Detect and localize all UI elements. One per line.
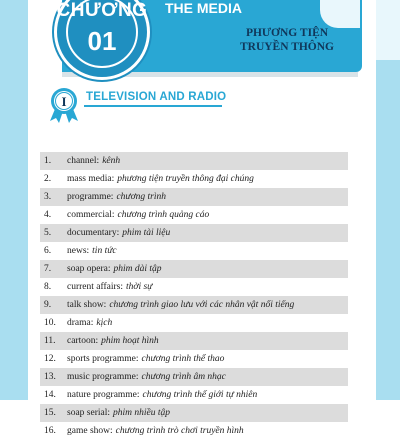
item-term: news:	[67, 246, 90, 256]
vocabulary-list	[40, 152, 348, 440]
item-translation: chương trình	[116, 192, 167, 202]
list-item	[40, 422, 348, 440]
list-item	[40, 404, 348, 422]
item-translation: kênh	[102, 156, 121, 166]
list-item	[40, 350, 348, 368]
item-term: nature programme:	[67, 390, 140, 400]
item-term: commercial:	[67, 210, 115, 220]
item-number: 7.	[44, 264, 52, 274]
item-translation: chương trình thể thao	[141, 354, 225, 364]
item-number: 1.	[44, 156, 52, 166]
item-term: sports programme:	[67, 354, 139, 364]
item-translation: chương trình quảng cáo	[117, 210, 210, 220]
item-number: 13.	[44, 372, 56, 382]
item-number: 9.	[44, 300, 52, 310]
rosette-ribbon-icon	[46, 87, 82, 123]
chapter-number: 01	[87, 26, 117, 56]
item-translation: phim hoạt hình	[101, 336, 159, 346]
item-translation: chương trình giao lưu với các nhân vật nổi tiếng	[109, 300, 295, 310]
list-item	[40, 332, 348, 350]
section-title: TELEVISION AND RADIO	[86, 91, 227, 103]
item-number: 5.	[44, 228, 52, 238]
right-decor-strip	[376, 0, 400, 400]
item-term: mass media:	[67, 174, 115, 184]
item-term: channel:	[67, 156, 100, 166]
vn-title-line-2: TRUYỀN THÔNG	[239, 41, 335, 53]
vn-title-line-1: PHƯƠNG TIỆN	[245, 27, 329, 39]
section-underline	[84, 105, 222, 107]
section-numeral: I	[61, 94, 67, 109]
item-translation: phim nhiều tập	[113, 408, 171, 418]
list-item	[40, 170, 348, 188]
item-translation: thời sự	[126, 282, 153, 292]
chapter-title: THE MEDIA	[165, 0, 242, 16]
item-number: 4.	[44, 210, 52, 220]
item-number: 16.	[44, 426, 56, 436]
item-number: 8.	[44, 282, 52, 292]
item-number: 10.	[44, 318, 56, 328]
header-corner-curl	[320, 0, 360, 28]
item-number: 3.	[44, 192, 52, 202]
item-number: 11.	[44, 336, 56, 346]
item-term: game show:	[67, 426, 113, 436]
item-translation: chương trình âm nhạc	[141, 372, 226, 382]
list-item	[40, 242, 348, 260]
item-translation: chương trình trò chơi truyền hình	[115, 426, 244, 436]
list-item	[40, 368, 348, 386]
item-term: talk show:	[67, 300, 107, 310]
list-item	[40, 314, 348, 332]
item-term: soap opera:	[67, 264, 111, 274]
item-number: 6.	[44, 246, 52, 256]
item-term: documentary:	[67, 228, 120, 238]
item-number: 14.	[44, 390, 56, 400]
item-number: 2.	[44, 174, 52, 184]
left-decor-strip	[0, 0, 28, 400]
item-translation: kịch	[96, 318, 113, 328]
list-item	[40, 260, 348, 278]
page-fold	[376, 0, 400, 60]
list-item	[40, 188, 348, 206]
item-translation: phương tiện truyền thông đại chúng	[117, 174, 254, 184]
item-term: soap serial:	[67, 408, 111, 418]
item-term: programme:	[67, 192, 114, 202]
item-term: drama:	[67, 318, 94, 328]
list-item	[40, 278, 348, 296]
item-translation: phim dài tập	[113, 264, 162, 274]
item-translation: phim tài liệu	[122, 228, 171, 238]
item-term: cartoon:	[67, 336, 99, 346]
list-item	[40, 386, 348, 404]
list-item	[40, 296, 348, 314]
item-number: 15.	[44, 408, 56, 418]
chapter-title-vietnamese	[232, 26, 342, 54]
item-translation: chương trình thế giới tự nhiên	[142, 390, 258, 400]
list-item	[40, 206, 348, 224]
list-item	[40, 152, 348, 170]
list-item	[40, 224, 348, 242]
item-number: 12.	[44, 354, 56, 364]
item-term: current affairs:	[67, 282, 124, 292]
item-translation: tin tức	[92, 246, 117, 256]
item-term: music programme:	[67, 372, 139, 382]
chapter-label: CHƯƠNG	[56, 0, 148, 21]
